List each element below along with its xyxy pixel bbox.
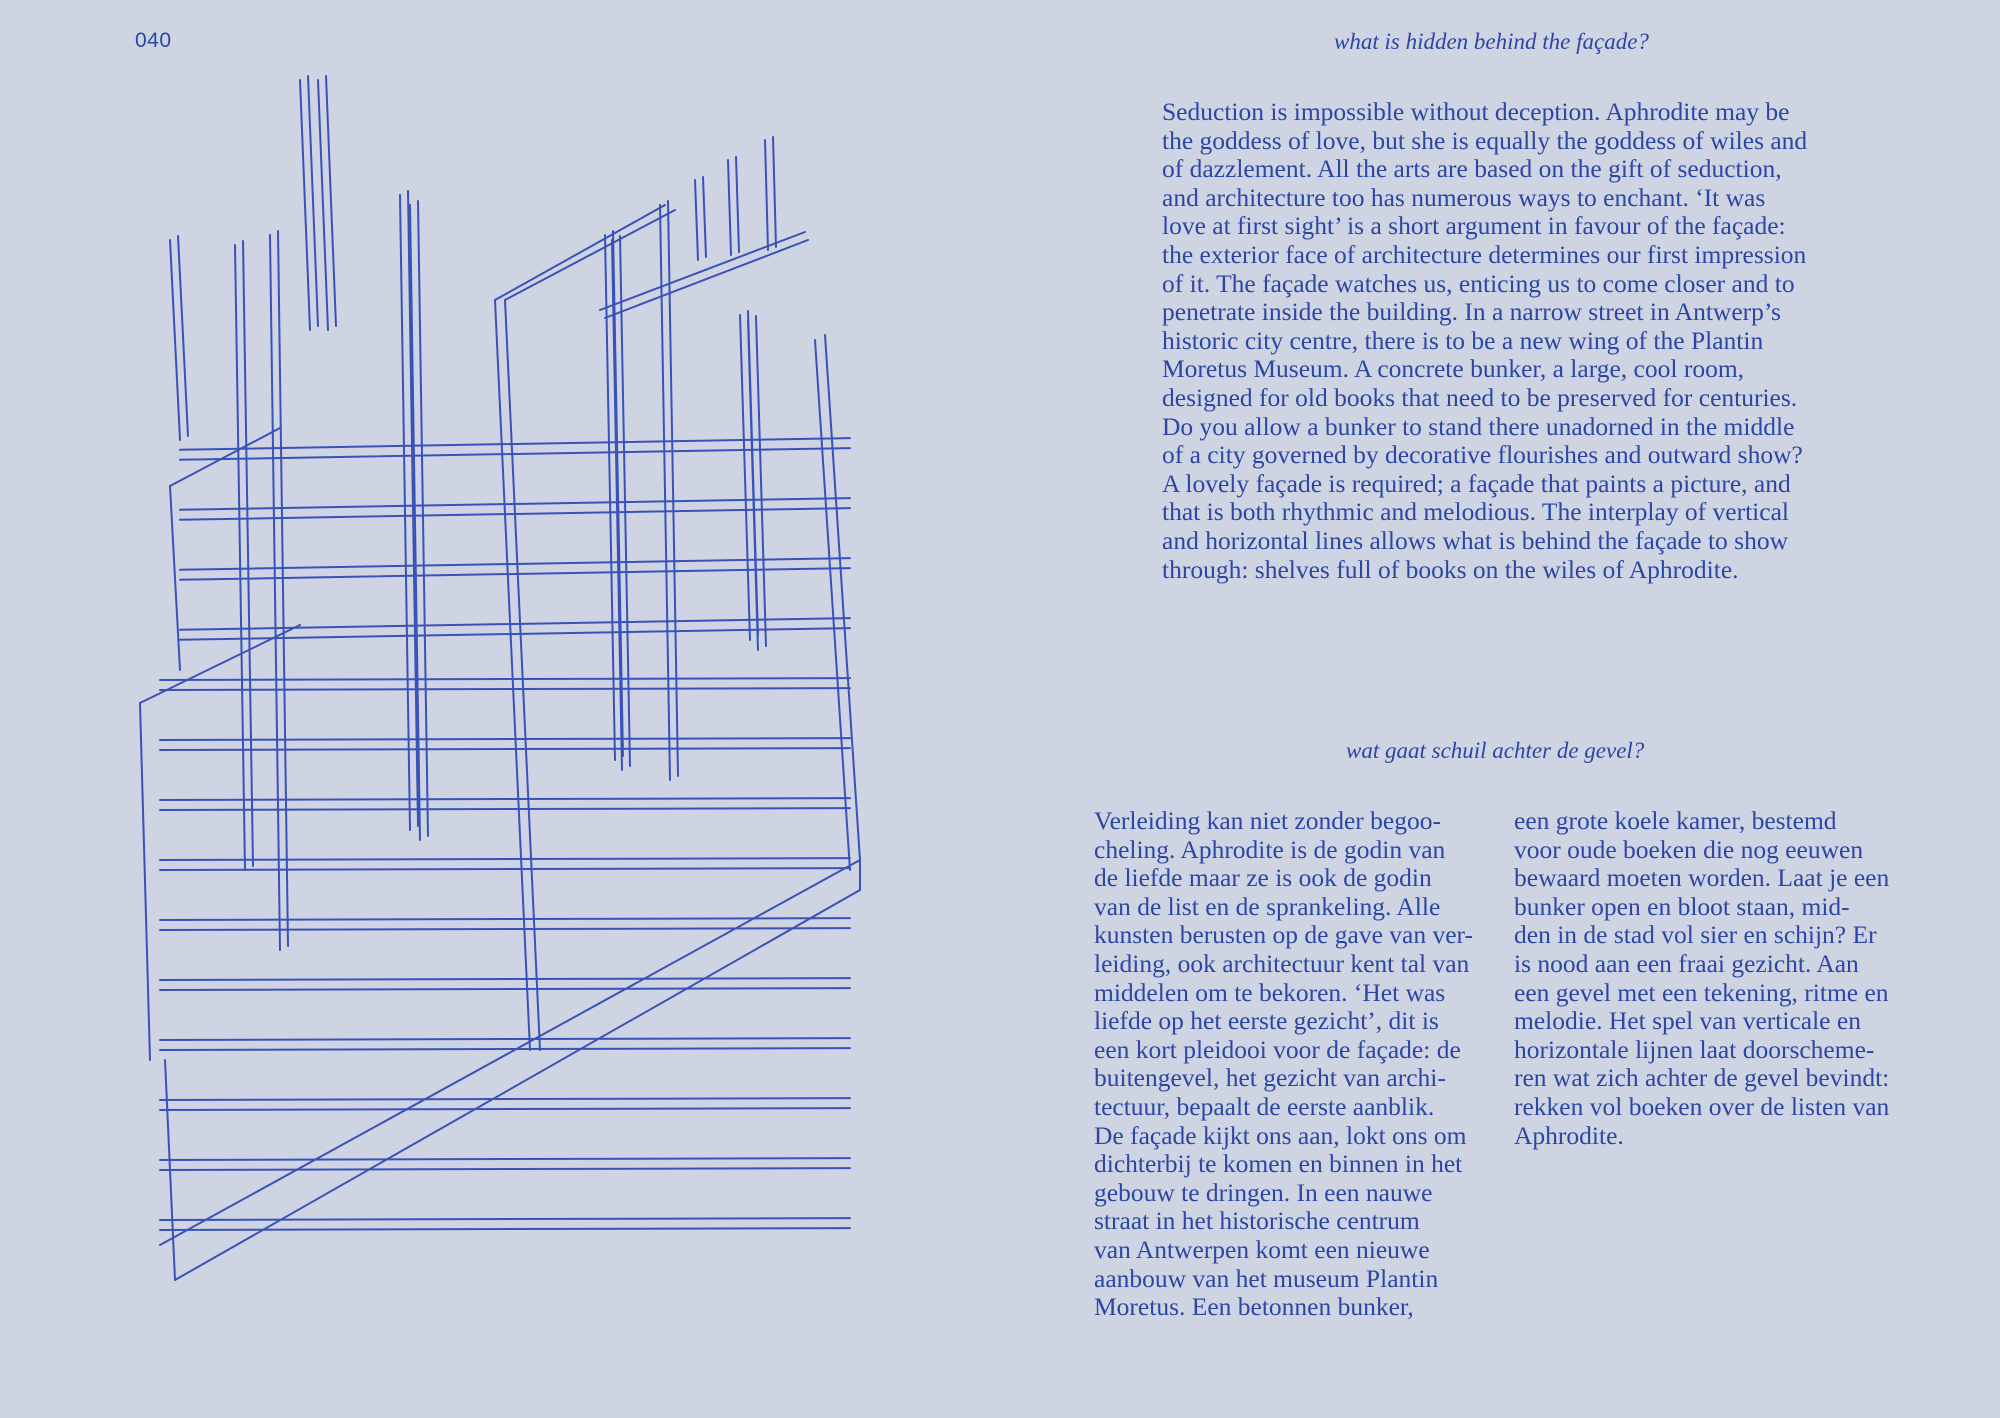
facade-shelf — [180, 558, 850, 570]
facade-shelf — [160, 748, 850, 750]
facade-shelf — [160, 928, 850, 930]
body-text-dutch-column-1 — [1094, 807, 1473, 1322]
body-dutch-col1-line: liefde op het eerste gezicht’, dit is — [1094, 1006, 1439, 1036]
facade-post — [243, 241, 253, 866]
body-text-english — [1162, 98, 1807, 584]
facade-shelf — [160, 678, 850, 680]
facade-rod — [703, 177, 706, 257]
facade-outline — [170, 486, 180, 670]
body-dutch-col1-line: gebouw te dringen. In een nauwe — [1094, 1177, 1433, 1207]
body-dutch-col2-line: den in de stad vol sier en schijn? Er — [1514, 920, 1877, 950]
facade-shelf — [160, 1098, 850, 1100]
facade-post — [308, 76, 318, 326]
facade-shelf — [160, 1168, 850, 1170]
body-english-line: A lovely façade is required; a façade that paints a picture, and — [1162, 468, 1791, 498]
facade-post — [326, 76, 336, 326]
facade-shelf — [160, 1218, 850, 1220]
facade-shelf — [160, 1048, 850, 1050]
facade-shelf — [160, 688, 850, 690]
facade-outline — [175, 890, 860, 1280]
facade-shelf — [160, 1228, 850, 1230]
body-english-line: historic city centre, there is to be a new wing of the Plantin — [1162, 325, 1764, 355]
facade-shelf — [160, 1038, 850, 1040]
body-dutch-col1-line: cheling. Aphrodite is de godin van — [1094, 834, 1446, 864]
facade-shelf — [160, 868, 850, 870]
facade-rod — [773, 137, 776, 247]
facade-post — [410, 205, 420, 840]
facade-shelf — [160, 808, 850, 810]
body-dutch-col2-line: melodie. Het spel van verticale en — [1514, 1006, 1861, 1036]
body-dutch-col2-line: horizontale lijnen laat doorscheme- — [1514, 1034, 1875, 1064]
facade-post — [300, 80, 310, 330]
facade-shelf — [160, 858, 850, 860]
body-dutch-col2-line: is nood aan een fraai gezicht. Aan — [1514, 948, 1859, 978]
body-dutch-col1-line: dichterbij te komen en binnen in het — [1094, 1149, 1463, 1179]
facade-post — [178, 236, 188, 436]
body-dutch-col1-line: kunsten berusten op de gave van ver- — [1094, 920, 1474, 950]
body-english-line: and architecture too has numerous ways to enchant. ‘It was — [1162, 182, 1766, 212]
facade-shelf — [160, 988, 850, 990]
facade-outline — [505, 210, 675, 300]
body-english-line: of dazzlement. All the arts are based on the gift of seduction, — [1162, 154, 1782, 184]
body-dutch-col2-line: een grote koele kamer, bestemd — [1514, 806, 1837, 835]
body-english-line: penetrate inside the building. In a narrow street in Antwerp’s — [1162, 297, 1781, 327]
facade-post — [668, 201, 678, 776]
facade-outline — [825, 335, 860, 860]
facade-post — [170, 240, 180, 440]
facade-post — [408, 191, 418, 826]
facade-outline — [505, 300, 540, 1050]
facade-outline — [170, 428, 280, 486]
facade-post — [660, 205, 670, 780]
body-english-line: and horizontal lines allows what is behind the façade to show — [1162, 525, 1789, 555]
body-dutch-col1-line: straat in het historische centrum — [1094, 1206, 1420, 1236]
body-dutch-col1-line: De façade kijkt ons aan, lokt ons om — [1094, 1120, 1467, 1150]
facade-post — [400, 195, 410, 830]
facade-shelf — [160, 798, 850, 800]
body-dutch-col2-line: bunker open en bloot staan, mid- — [1514, 891, 1850, 921]
heading-dutch: wat gaat schuil achter de gevel? — [1346, 738, 1645, 763]
facade-rod — [695, 180, 698, 260]
page-number: 040 — [135, 29, 172, 52]
facade-shelf — [160, 738, 850, 740]
body-english-line: Moretus Museum. A concrete bunker, a large, cool room, — [1162, 354, 1745, 384]
facade-lines — [140, 76, 860, 1280]
facade-outline — [815, 340, 850, 870]
body-dutch-col2-line: bewaard moeten worden. Laat je een — [1514, 863, 1890, 893]
body-dutch-col2-line: voor oude boeken die nog eeuwen — [1514, 834, 1864, 864]
body-dutch-col1-line: de liefde maar ze is ook de godin — [1094, 863, 1432, 893]
body-dutch-col1-line: tectuur, bepaalt de eerste aanblik. — [1094, 1091, 1435, 1121]
facade-rod — [736, 157, 739, 252]
facade-post — [235, 245, 245, 870]
facade-post — [418, 201, 428, 836]
body-english-line: that is both rhythmic and melodious. The interplay of vertical — [1162, 497, 1789, 527]
facade-outline — [140, 703, 150, 1060]
facade-post — [270, 235, 280, 950]
body-english-line: the goddess of love, but she is equally the goddess of wiles and — [1162, 125, 1808, 155]
facade-outline — [495, 300, 530, 1050]
facade-shelf — [160, 978, 850, 980]
body-dutch-col2-line: een gevel met een tekening, ritme en — [1514, 977, 1889, 1007]
body-english-line: Seduction is impossible without deception. Aphrodite may be — [1162, 97, 1790, 126]
facade-shelf — [160, 1108, 850, 1110]
facade-post — [278, 231, 288, 946]
body-dutch-col1-line: aanbouw van het museum Plantin — [1094, 1263, 1439, 1293]
facade-shelf — [160, 918, 850, 920]
facade-shelf — [160, 1158, 850, 1160]
body-english-line: of a city governed by decorative flourishes and outward show? — [1162, 440, 1803, 470]
body-english-line: designed for old books that need to be preserved for centuries. — [1162, 382, 1798, 412]
body-dutch-col1-line: leiding, ook architectuur kent tal van — [1094, 948, 1470, 978]
body-dutch-col2-line: ren wat zich achter de gevel bevindt: — [1514, 1063, 1890, 1093]
facade-rod — [600, 232, 805, 310]
body-dutch-col1-line: een kort pleidooi voor de façade: de — [1094, 1034, 1461, 1064]
body-text-dutch-column-2 — [1514, 807, 1889, 1150]
body-dutch-col1-line: middelen om te bekoren. ‘Het was — [1094, 977, 1446, 1007]
facade-rod — [728, 160, 731, 255]
body-english-line: through: shelves full of books on the wiles of Aphrodite. — [1162, 554, 1739, 584]
body-dutch-col1-line: van Antwerpen komt een nieuwe — [1094, 1234, 1430, 1264]
body-dutch-col1-line: Moretus. Een betonnen bunker, — [1094, 1292, 1414, 1322]
body-dutch-col1-line: van de list en de sprankeling. Alle — [1094, 891, 1441, 921]
facade-shelf — [180, 568, 850, 580]
body-dutch-col1-line: buitengevel, het gezicht van archi- — [1094, 1063, 1446, 1093]
body-english-line: of it. The façade watches us, enticing us to come closer and to — [1162, 268, 1795, 298]
body-dutch-col2-line: rekken vol boeken over de listen van — [1514, 1091, 1890, 1121]
body-english-line: Do you allow a bunker to stand there unadorned in the middle — [1162, 411, 1795, 441]
body-english-line: the exterior face of architecture determines our first impression — [1162, 239, 1807, 269]
facade-outline — [495, 205, 665, 300]
body-english-line: love at first sight’ is a short argument in favour of the façade: — [1162, 211, 1786, 241]
facade-post — [318, 80, 328, 330]
heading-english: what is hidden behind the façade? — [1334, 29, 1649, 54]
facade-rod — [765, 140, 768, 250]
body-dutch-col2-line: Aphrodite. — [1514, 1120, 1624, 1150]
body-dutch-col1-line: Verleiding kan niet zonder begoo- — [1094, 806, 1441, 835]
